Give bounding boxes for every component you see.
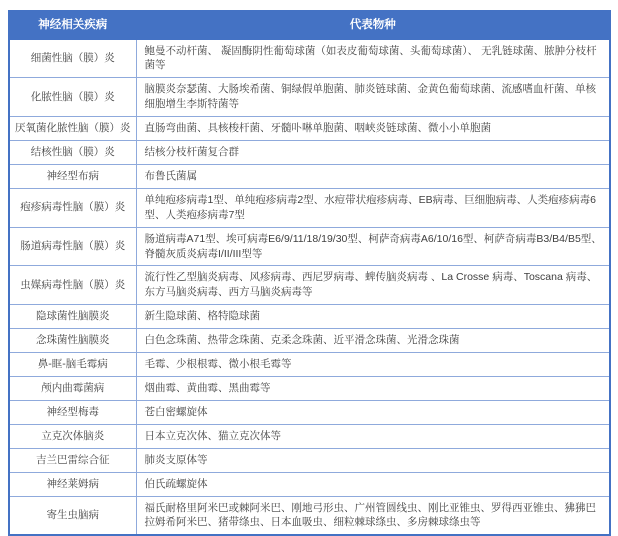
- table-row: [9, 496, 610, 535]
- species-cell: 白色念珠菌、热带念珠菌、克柔念珠菌、近平滑念珠菌、光滑念珠菌: [136, 329, 610, 353]
- table-row: [9, 39, 610, 78]
- disease-table: [8, 10, 611, 536]
- header-disease: 神经相关疾病: [9, 11, 136, 39]
- disease-cell: 神经型梅毒: [9, 400, 136, 424]
- species-cell: 流行性乙型脑炎病毒、风疹病毒、西尼罗病毒、蜱传脑炎病毒 、La Crosse 病毒、Toscana 病毒、东方马脑炎病毒、西方马脑炎病毒等: [136, 266, 610, 305]
- disease-cell: 寄生虫脑病: [9, 496, 136, 535]
- table-row: [9, 305, 610, 329]
- table-row: [9, 472, 610, 496]
- table-row: [9, 400, 610, 424]
- species-cell: 直肠弯曲菌、具核梭杆菌、牙髓卟啉单胞菌、咽峡炎链球菌、微小小单胞菌: [136, 117, 610, 141]
- species-cell: 肠道病毒A71型、埃可病毒E6/9/11/18/19/30型、柯萨奇病毒A6/10/16型、柯萨奇病毒B3/B4/B5型、脊髓灰质炎病毒I/II/III型等: [136, 227, 610, 266]
- species-cell: 伯氏疏螺旋体: [136, 472, 610, 496]
- species-cell: 苍白密螺旋体: [136, 400, 610, 424]
- table-row: [9, 141, 610, 165]
- disease-cell: 鼻-眶-脑毛霉病: [9, 353, 136, 377]
- species-cell: 福氏耐格里阿米巴或棘阿米巴、刚地弓形虫、广州管圆线虫、刚比亚锥虫、罗得西亚锥虫、狒狒巴拉姆希阿米巴、猪带绦虫、日本血吸虫、细粒棘球绦虫、多房棘球绦虫等: [136, 496, 610, 535]
- table-row: [9, 329, 610, 353]
- table-row: [9, 227, 610, 266]
- header-species: 代表物种: [136, 11, 610, 39]
- table-row: [9, 353, 610, 377]
- table-row: [9, 377, 610, 401]
- species-cell: 结核分枝杆菌复合群: [136, 141, 610, 165]
- species-cell: 烟曲霉、黄曲霉、黑曲霉等: [136, 377, 610, 401]
- disease-cell: 颅内曲霉菌病: [9, 377, 136, 401]
- species-cell: 日本立克次体、猫立克次体等: [136, 424, 610, 448]
- disease-cell: 吉兰巴雷综合征: [9, 448, 136, 472]
- species-cell: 新生隐球菌、格特隐球菌: [136, 305, 610, 329]
- table-row: [9, 424, 610, 448]
- disease-cell: 立克次体脑炎: [9, 424, 136, 448]
- disease-cell: 化脓性脑（膜）炎: [9, 78, 136, 117]
- table-row: [9, 117, 610, 141]
- disease-cell: 虫媒病毒性脑（膜）炎: [9, 266, 136, 305]
- species-cell: 单纯疱疹病毒1型、单纯疱疹病毒2型、水痘带状疱疹病毒、EB病毒、巨细胞病毒、人类疱疹病毒6型、人类疱疹病毒7型: [136, 188, 610, 227]
- table-row: [9, 188, 610, 227]
- table-header-row: [9, 11, 610, 39]
- species-cell: 毛霉、少根根霉、微小根毛霉等: [136, 353, 610, 377]
- disease-cell: 念珠菌性脑膜炎: [9, 329, 136, 353]
- disease-cell: 细菌性脑（膜）炎: [9, 39, 136, 78]
- table-row: [9, 164, 610, 188]
- disease-cell: 神经型布病: [9, 164, 136, 188]
- disease-cell: 肠道病毒性脑（膜）炎: [9, 227, 136, 266]
- disease-cell: 隐球菌性脑膜炎: [9, 305, 136, 329]
- disease-cell: 厌氧菌化脓性脑（膜）炎: [9, 117, 136, 141]
- species-cell: 脑膜炎奈瑟菌、大肠埃希菌、铜绿假单胞菌、肺炎链球菌、金黄色葡萄球菌、流感嗜血杆菌、单核细胞增生李斯特菌等: [136, 78, 610, 117]
- table-row: [9, 448, 610, 472]
- species-cell: 肺炎支原体等: [136, 448, 610, 472]
- disease-cell: 结核性脑（膜）炎: [9, 141, 136, 165]
- disease-cell: 神经莱姆病: [9, 472, 136, 496]
- table-row: [9, 266, 610, 305]
- table-row: [9, 78, 610, 117]
- species-cell: 鲍曼不动杆菌、 凝固酶阴性葡萄球菌（如表皮葡萄球菌、头葡萄球菌）、 无乳链球菌、脓肿分枝杆菌等: [136, 39, 610, 78]
- species-cell: 布鲁氏菌属: [136, 164, 610, 188]
- disease-cell: 疱疹病毒性脑（膜）炎: [9, 188, 136, 227]
